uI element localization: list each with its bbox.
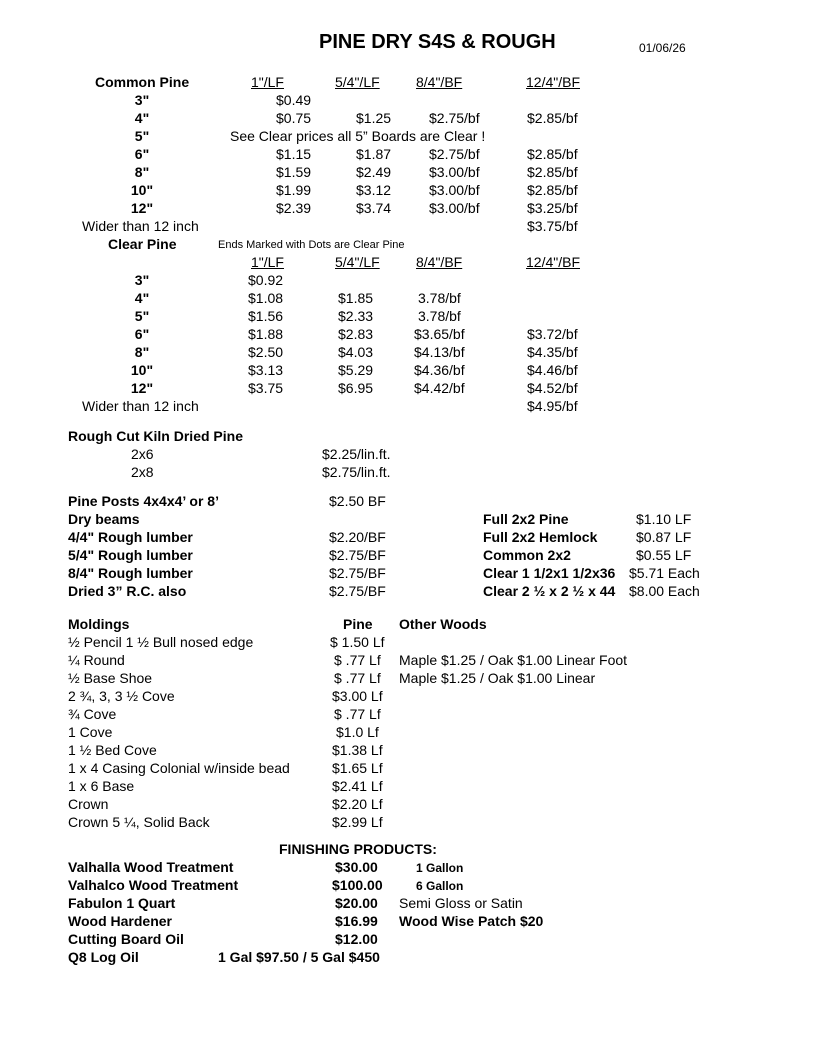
price-cell: $1.87	[356, 146, 392, 162]
price-cell: $4.03	[338, 344, 374, 360]
price-cell: $3.12	[356, 182, 392, 198]
price-cell: $4.13/bf	[414, 344, 465, 360]
molding-label: ½ Pencil 1 ½ Bull nosed edge	[68, 634, 254, 650]
size-label: 3"	[134, 92, 150, 108]
price-cell: $3.75	[248, 380, 284, 396]
item-price: $2.75/BF	[329, 565, 386, 581]
price-cell: $3.13	[248, 362, 284, 378]
item-price: $0.87 LF	[636, 529, 692, 545]
molding-price: $ .77 Lf	[334, 706, 381, 722]
rough-cut-label: 2x8	[131, 464, 154, 480]
price-cell: $2.75/bf	[429, 146, 480, 162]
product-label: Valhalco Wood Treatment	[68, 877, 239, 893]
price-cell: $3.00/bf	[429, 164, 480, 180]
price-cell: $1.88	[248, 326, 284, 342]
price-cell: $1.56	[248, 308, 284, 324]
molding-price: $1.0 Lf	[336, 724, 379, 740]
item-label: Clear 2 ½ x 2 ½ x 44	[483, 583, 616, 599]
wider-price: $4.95/bf	[527, 398, 578, 414]
product-price: $20.00	[335, 895, 378, 911]
size-label: 4"	[134, 290, 150, 306]
rough-cut-price: $2.25/lin.ft.	[322, 446, 391, 462]
price-cell: $4.52/bf	[527, 380, 578, 396]
molding-label: ½ Base Shoe	[68, 670, 153, 686]
size-label: 6"	[134, 326, 150, 342]
size-label: 8"	[134, 344, 150, 360]
item-price: $2.75/BF	[329, 583, 386, 599]
item-price: $2.50 BF	[329, 493, 386, 509]
clear-pine-heading: Clear Pine	[108, 236, 177, 252]
price-cell: $1.15	[276, 146, 312, 162]
size-label: 12"	[130, 380, 154, 396]
price-cell: 3.78/bf	[418, 308, 461, 324]
price-cell: $2.33	[338, 308, 374, 324]
wider-label: Wider than 12 inch	[82, 218, 199, 234]
molding-label: 1 ½ Bed Cove	[68, 742, 157, 758]
price-cell: $2.83	[338, 326, 374, 342]
item-label: Dried 3” R.C. also	[68, 583, 187, 599]
col-header: 1"/LF	[251, 254, 284, 270]
price-cell: $0.75	[276, 110, 312, 126]
item-price: $2.20/BF	[329, 529, 386, 545]
molding-label: Crown 5 ¼, Solid Back	[68, 814, 210, 830]
wider-label: Wider than 12 inch	[82, 398, 199, 414]
price-cell: $1.59	[276, 164, 312, 180]
size-label: 5"	[134, 308, 150, 324]
product-label: Wood Hardener	[68, 913, 172, 929]
product-price: $12.00	[335, 931, 378, 947]
moldings-heading: Moldings	[68, 616, 130, 632]
item-price: $0.55 LF	[636, 547, 692, 563]
price-cell: $4.42/bf	[414, 380, 465, 396]
price-cell: $4.36/bf	[414, 362, 465, 378]
rough-cut-heading: Rough Cut Kiln Dried Pine	[68, 428, 243, 444]
molding-price: $ .77 Lf	[334, 652, 381, 668]
pine-heading: Pine	[343, 616, 373, 632]
product-price: $100.00	[332, 877, 383, 893]
product-label: Q8 Log Oil	[68, 949, 139, 965]
page-date: 01/06/26	[639, 41, 686, 55]
price-cell: $3.00/bf	[429, 200, 480, 216]
price-cell: $3.65/bf	[414, 326, 465, 342]
product-note: Wood Wise Patch $20	[399, 913, 544, 929]
price-cell: $3.25/bf	[527, 200, 578, 216]
item-label: 5/4" Rough lumber	[68, 547, 193, 563]
size-label: 12"	[130, 200, 154, 216]
size-label: 3"	[134, 272, 150, 288]
price-cell: $4.35/bf	[527, 344, 578, 360]
col-header: 1"/LF	[251, 74, 284, 90]
col-header: 5/4"/LF	[335, 74, 380, 90]
col-header: 5/4"/LF	[335, 254, 380, 270]
price-cell: $2.85/bf	[527, 110, 578, 126]
price-cell: $2.49	[356, 164, 392, 180]
product-label: Fabulon 1 Quart	[68, 895, 176, 911]
size-label: 10"	[130, 182, 154, 198]
other-woods-heading: Other Woods	[399, 616, 487, 632]
molding-label: 1 x 6 Base	[68, 778, 135, 794]
common-pine-heading: Common Pine	[95, 74, 190, 90]
col-header: 12/4"/BF	[526, 74, 580, 90]
product-label: Valhalla Wood Treatment	[68, 859, 234, 875]
product-label: Cutting Board Oil	[68, 931, 184, 947]
rough-cut-price: $2.75/lin.ft.	[322, 464, 391, 480]
item-label: Clear 1 1/2x1 1/2x36	[483, 565, 616, 581]
price-cell: $2.85/bf	[527, 182, 578, 198]
price-cell: $1.99	[276, 182, 312, 198]
molding-price: $3.00 Lf	[332, 688, 383, 704]
page-title: PINE DRY S4S & ROUGH	[319, 31, 556, 53]
product-note: 1 Gallon	[416, 861, 464, 875]
price-cell: $3.74	[356, 200, 392, 216]
item-label: Full 2x2 Pine	[483, 511, 569, 527]
clear-pine-note: Ends Marked with Dots are Clear Pine	[218, 239, 405, 251]
item-label: Pine Posts 4x4x4’ or 8’	[68, 493, 219, 509]
item-label: 8/4" Rough lumber	[68, 565, 193, 581]
col-header: 8/4"/BF	[416, 74, 463, 90]
price-cell: $2.75/bf	[429, 110, 480, 126]
finishing-heading: FINISHING PRODUCTS:	[279, 841, 437, 857]
item-label: 4/4" Rough lumber	[68, 529, 193, 545]
col-header: 12/4"/BF	[526, 254, 580, 270]
price-cell: $1.08	[248, 290, 284, 306]
price-cell: $3.00/bf	[429, 182, 480, 198]
product-price: 1 Gal $97.50 / 5 Gal $450	[218, 949, 380, 965]
molding-label: 2 ¾, 3, 3 ½ Cove	[68, 688, 175, 704]
item-price: $8.00 Each	[629, 583, 700, 599]
molding-label: ¾ Cove	[68, 706, 117, 722]
price-cell: $0.49	[276, 92, 312, 108]
molding-label: Crown	[68, 796, 109, 812]
wider-price: $3.75/bf	[527, 218, 578, 234]
molding-label: 1 Cove	[68, 724, 113, 740]
item-label: Dry beams	[68, 511, 140, 527]
size-label: 6"	[134, 146, 150, 162]
molding-price: $ 1.50 Lf	[330, 634, 385, 650]
price-cell: $6.95	[338, 380, 374, 396]
price-cell: $1.85	[338, 290, 374, 306]
product-note: Semi Gloss or Satin	[399, 895, 523, 911]
price-cell: $5.29	[338, 362, 374, 378]
col-header: 8/4"/BF	[416, 254, 463, 270]
molding-label: 1 x 4 Casing Colonial w/inside bead	[68, 760, 290, 776]
price-cell: $2.85/bf	[527, 146, 578, 162]
molding-other: Maple $1.25 / Oak $1.00 Linear Foot	[399, 652, 628, 668]
size-label: 10"	[130, 362, 154, 378]
molding-price: $1.65 Lf	[332, 760, 383, 776]
price-cell: 3.78/bf	[418, 290, 461, 306]
price-cell: $1.25	[356, 110, 392, 126]
item-price: $1.10 LF	[636, 511, 692, 527]
rough-cut-label: 2x6	[131, 446, 154, 462]
product-note: 6 Gallon	[416, 879, 464, 893]
product-price: $30.00	[335, 859, 378, 875]
size-label: 4"	[134, 110, 150, 126]
item-label: Common 2x2	[483, 547, 571, 563]
molding-price: $2.99 Lf	[332, 814, 383, 830]
molding-label: ¼ Round	[68, 652, 125, 668]
price-cell: $2.50	[248, 344, 284, 360]
price-cell: $0.92	[248, 272, 284, 288]
molding-other: Maple $1.25 / Oak $1.00 Linear	[399, 670, 596, 686]
molding-price: $2.20 Lf	[332, 796, 383, 812]
price-cell: $2.85/bf	[527, 164, 578, 180]
size-label: 5"	[134, 128, 150, 144]
item-price: $2.75/BF	[329, 547, 386, 563]
item-price: $5.71 Each	[629, 565, 700, 581]
price-cell: $4.46/bf	[527, 362, 578, 378]
price-cell: $3.72/bf	[527, 326, 578, 342]
molding-price: $ .77 Lf	[334, 670, 381, 686]
molding-price: $2.41 Lf	[332, 778, 383, 794]
molding-price: $1.38 Lf	[332, 742, 383, 758]
row-note: See Clear prices all 5” Boards are Clear !	[230, 128, 486, 144]
price-cell: $2.39	[276, 200, 312, 216]
product-price: $16.99	[335, 913, 378, 929]
item-label: Full 2x2 Hemlock	[483, 529, 598, 545]
size-label: 8"	[134, 164, 150, 180]
